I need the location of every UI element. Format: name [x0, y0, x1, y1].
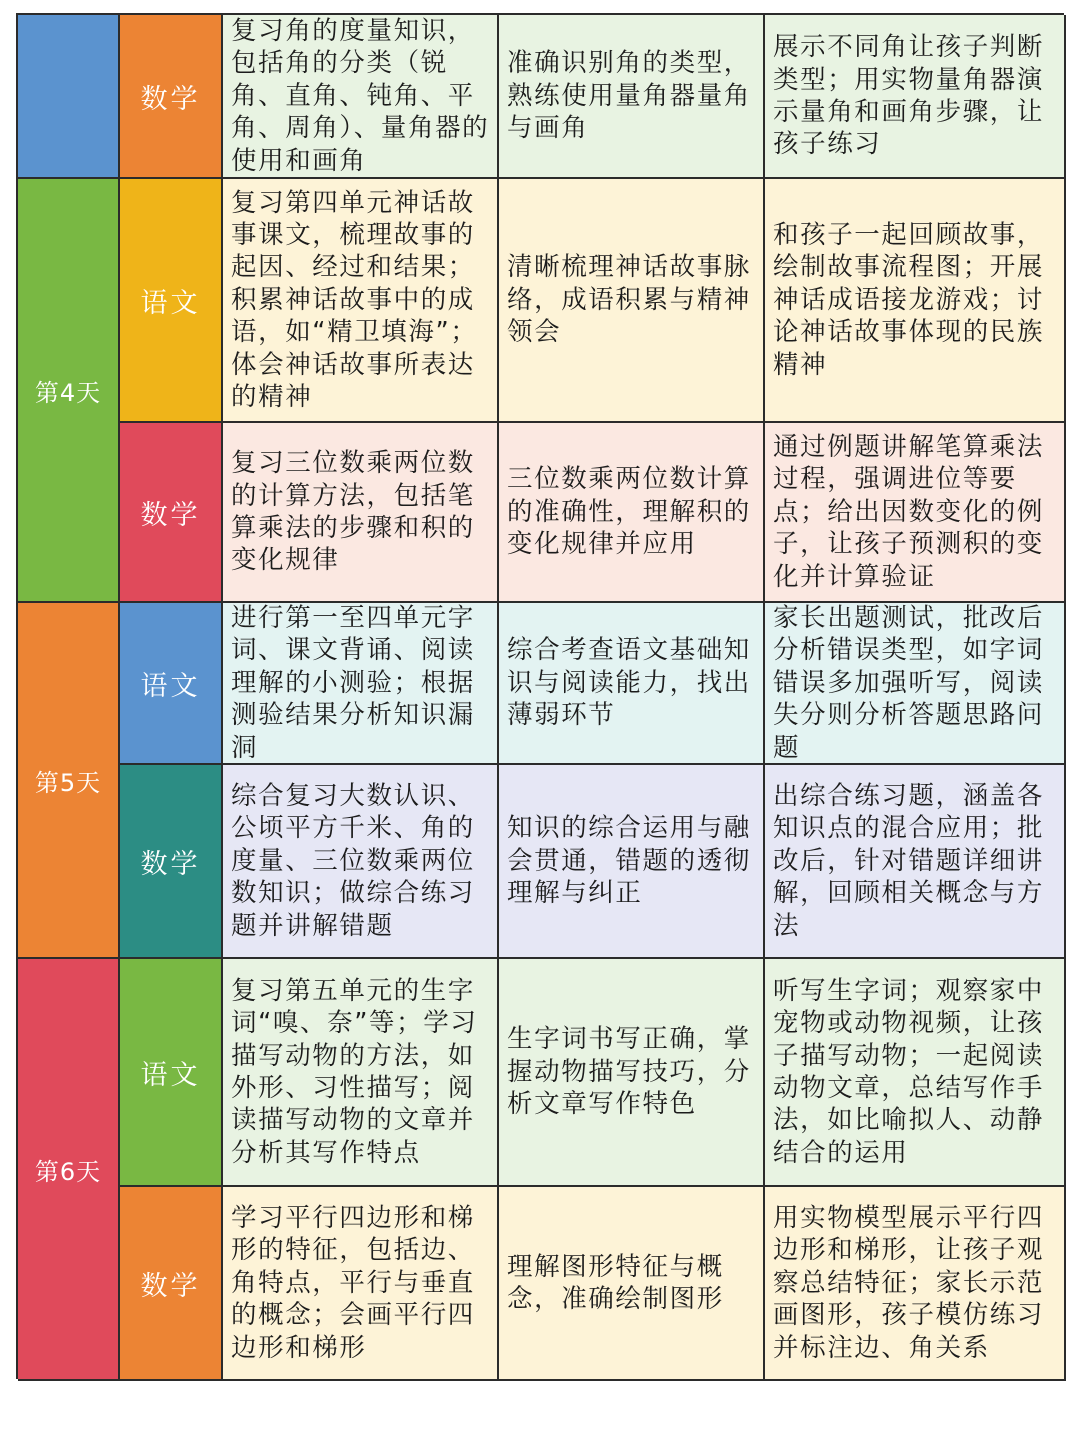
- method-text: 展示不同角让孩子判断类型；用实物量角器演示量角和画角步骤，让孩子练习: [773, 32, 1045, 160]
- goal-text: 综合考查语文基础知识与阅读能力，找出薄弱环节: [507, 635, 751, 731]
- method-text: 家长出题测试，批改后分析错误类型，如字词错误多加强听写，阅读失分则分析答题思路问题: [773, 602, 1045, 763]
- subject-cell: 数学: [120, 15, 223, 179]
- review-content-cell: [223, 179, 499, 423]
- method-cell: [765, 765, 1066, 959]
- goal-cell: [499, 765, 765, 959]
- review-content-text: 学习平行四边形和梯形的特征，包括边、角特点，平行与垂直的概念；会画平行四边形和梯形: [231, 1202, 475, 1363]
- review-content-text: 复习角的度量知识，包括角的分类（锐角、直角、钝角、平角、周角）、量角器的使用和画角: [231, 15, 490, 176]
- method-cell: [765, 603, 1066, 765]
- review-content-text: 复习第四单元神话故事课文，梳理故事的起因、经过和结果；积累神话故事中的成语，如“精卫填海”；体会神话故事所表达的精神: [231, 187, 478, 413]
- day-cell-5: 第5天: [18, 603, 120, 959]
- day-cell-4: 第4天: [18, 179, 120, 603]
- review-content-text: 复习第五单元的生字词“嗅、奈”等；学习描写动物的方法，如外形、习性描写；阅读描写动物的文章并分析其写作特点: [231, 975, 478, 1168]
- review-content-text: 综合复习大数认识、公顷平方千米、角的度量、三位数乘两位数知识；做综合练习题并讲解错题: [231, 780, 475, 941]
- goal-cell: [499, 179, 765, 423]
- subject-cell: 语文: [120, 179, 223, 423]
- subject-cell: 数学: [120, 765, 223, 959]
- review-content-cell: [223, 1187, 499, 1381]
- goal-cell: [499, 959, 765, 1187]
- method-text: 用实物模型展示平行四边形和梯形，让孩子观察总结特征；家长示范画图形，孩子模仿练习并标注边、角关系: [773, 1202, 1045, 1363]
- goal-text: 清晰梳理神话故事脉络，成语积累与精神领会: [507, 252, 751, 348]
- goal-cell: [499, 1187, 765, 1381]
- day-cell-previous: [18, 15, 120, 179]
- subject-cell: 语文: [120, 959, 223, 1187]
- goal-cell: [499, 603, 765, 765]
- method-cell: [765, 1187, 1066, 1381]
- day-cell-6: 第6天: [18, 959, 120, 1381]
- review-content-text: 复习三位数乘两位数的计算方法，包括笔算乘法的步骤和积的变化规律: [231, 448, 475, 576]
- review-content-cell: [223, 15, 499, 179]
- method-text: 通过例题讲解笔算乘法过程，强调进位等要点；给出因数变化的例子，让孩子预测积的变化并计算验证: [773, 431, 1045, 592]
- method-cell: [765, 15, 1066, 179]
- method-text: 出综合练习题，涵盖各知识点的混合应用；批改后，针对错题详细讲解，回顾相关概念与方法: [773, 780, 1045, 941]
- goal-text: 准确识别角的类型，熟练使用量角器量角与画角: [507, 48, 751, 144]
- review-content-cell: [223, 765, 499, 959]
- goal-text: 三位数乘两位数计算的准确性，理解积的变化规律并应用: [507, 464, 751, 560]
- review-content-text: 进行第一至四单元字词、课文背诵、阅读理解的小测验；根据测验结果分析知识漏洞: [231, 602, 475, 763]
- goal-cell: [499, 15, 765, 179]
- review-content-cell: [223, 603, 499, 765]
- subject-cell: 数学: [120, 423, 223, 603]
- goal-cell: [499, 423, 765, 603]
- method-text: 听写生字词；观察家中宠物或动物视频，让孩子描写动物；一起阅读动物文章，总结写作手法，如比喻拟人、动静结合的运用: [773, 975, 1045, 1168]
- review-content-cell: [223, 423, 499, 603]
- method-text: 和孩子一起回顾故事，绘制故事流程图；开展神话成语接龙游戏；讨论神话故事体现的民族精神: [773, 219, 1045, 380]
- subject-cell: 数学: [120, 1187, 223, 1381]
- review-content-cell: [223, 959, 499, 1187]
- schedule-table: [16, 13, 1064, 1379]
- method-cell: [765, 423, 1066, 603]
- method-cell: [765, 179, 1066, 423]
- goal-text: 生字词书写正确，掌握动物描写技巧，分析文章写作特色: [507, 1024, 751, 1120]
- goal-text: 知识的综合运用与融会贯通，错题的透彻理解与纠正: [507, 813, 751, 909]
- method-cell: [765, 959, 1066, 1187]
- goal-text: 理解图形特征与概念，准确绘制图形: [507, 1251, 724, 1314]
- subject-cell: 语文: [120, 603, 223, 765]
